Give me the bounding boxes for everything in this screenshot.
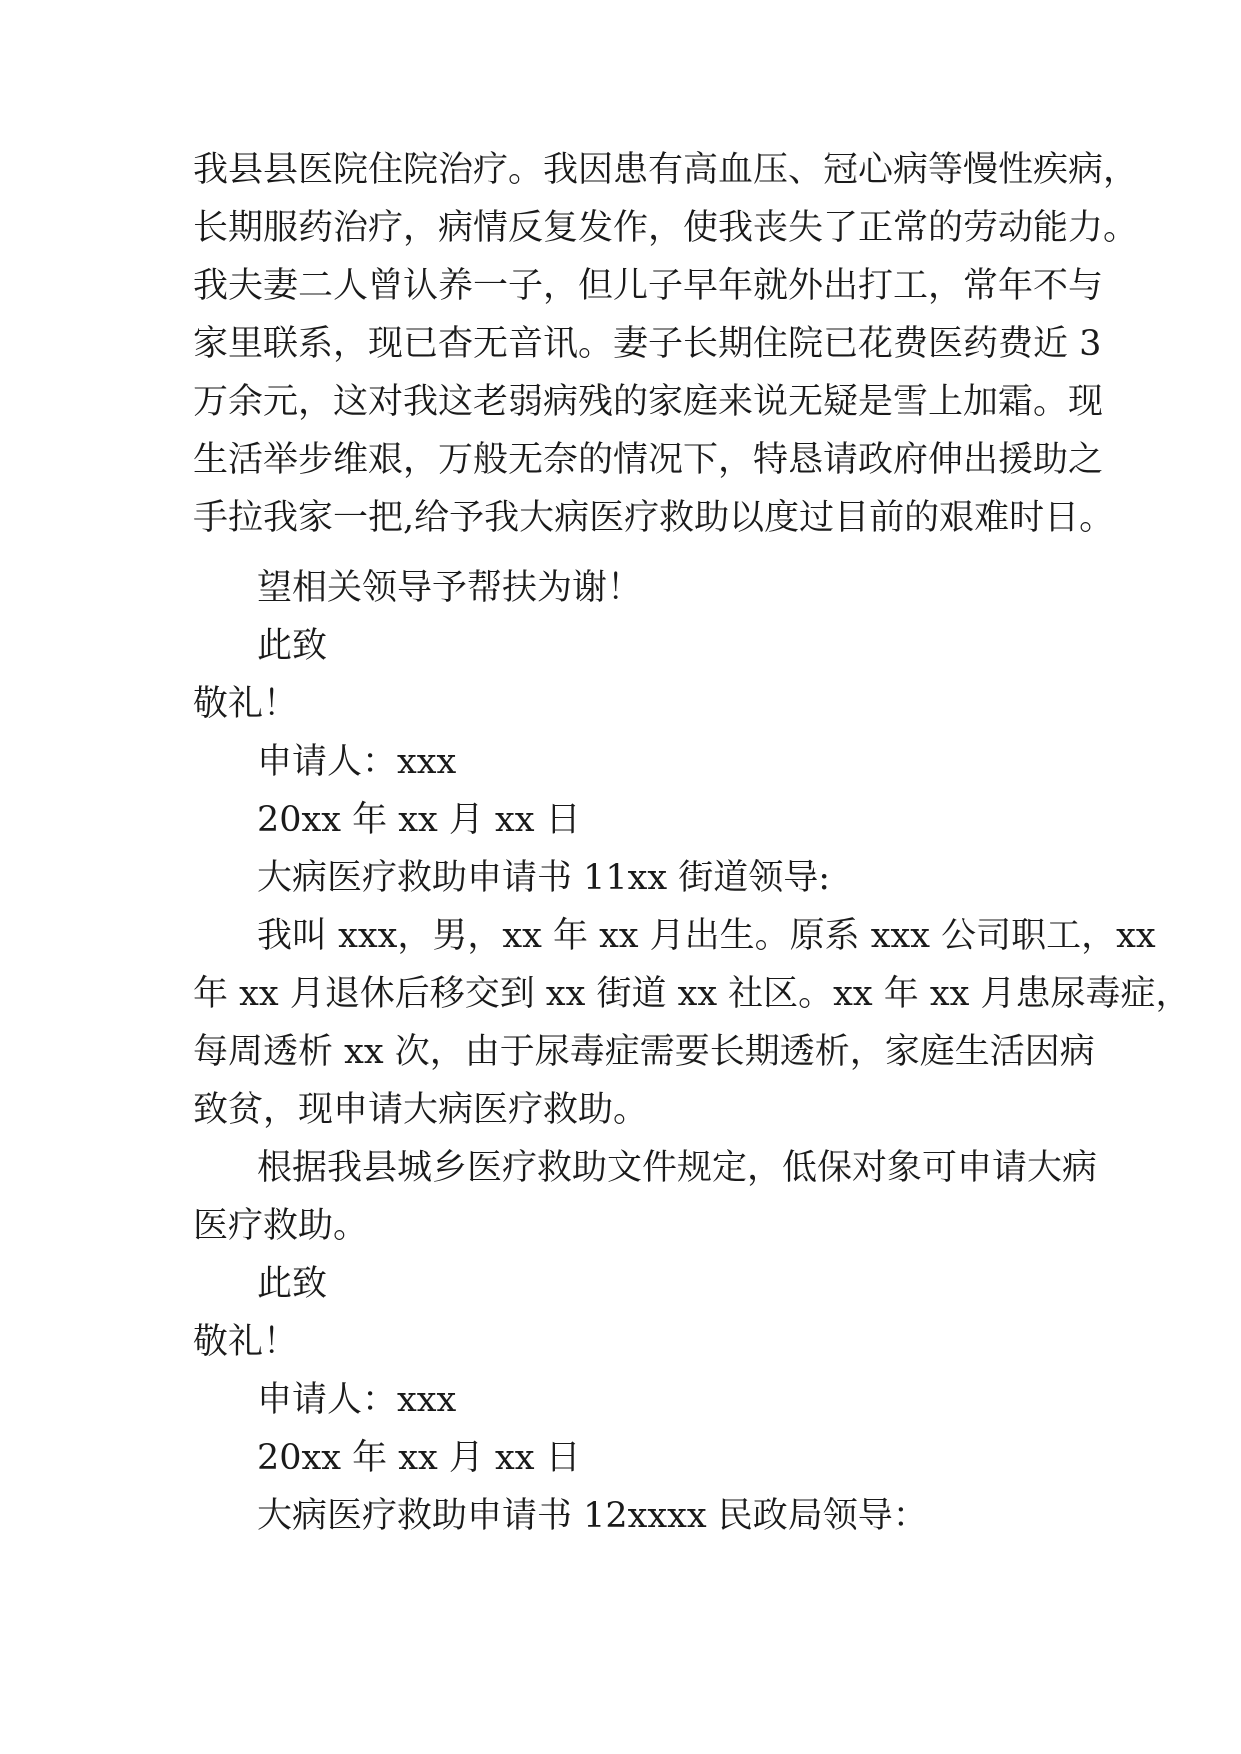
salutation-jingli: 敬礼！: [193, 1322, 299, 1362]
paragraph-line: 医疗救助。: [193, 1206, 369, 1246]
date-line: 20xx 年 xx 月 xx 日: [257, 1438, 581, 1478]
date-line: 20xx 年 xx 月 xx 日: [257, 800, 581, 840]
paragraph-line: 家里联系，现已杳无音讯。妻子长期住院已花费医药费近 3: [193, 324, 1102, 364]
paragraph-line: 手拉我家一把,给予我大病医疗救助以度过目前的艰难时日。: [193, 498, 1115, 538]
closing-thanks: 望相关领导予帮扶为谢！: [257, 568, 643, 608]
applicant-signature: 申请人：xxx: [257, 1380, 457, 1420]
paragraph-line: 长期服药治疗，病情反复发作，使我丧失了正常的劳动能力。: [193, 208, 1139, 248]
paragraph-line: 每周透析 xx 次，由于尿毒症需要长期透析，家庭生活因病: [193, 1032, 1095, 1072]
paragraph-line: 我夫妻二人曾认养一子，但儿子早年就外出打工，常年不与: [193, 266, 1104, 306]
paragraph-line: 万余元，这对我这老弱病残的家庭来说无疑是雪上加霜。现: [193, 382, 1104, 422]
paragraph-line: 生活举步维艰，万般无奈的情况下，特恳请政府伸出援助之: [193, 440, 1104, 480]
paragraph-line: 年 xx 月退休后移交到 xx 街道 xx 社区。xx 年 xx 月患尿毒症，: [193, 974, 1191, 1014]
salutation-jingli: 敬礼！: [193, 684, 299, 724]
letter-heading: 大病医疗救助申请书 11xx 街道领导:: [257, 858, 831, 898]
letter-heading: 大病医疗救助申请书 12xxxx 民政局领导：: [257, 1496, 928, 1536]
applicant-signature: 申请人：xxx: [257, 742, 457, 782]
paragraph-line: 我叫 xxx，男，xx 年 xx 月出生。原系 xxx 公司职工，xx: [257, 916, 1156, 956]
paragraph-line: 我县县医院住院治疗。我因患有高血压、冠心病等慢性疾病，: [193, 150, 1139, 190]
salutation-cizhi: 此致: [257, 1264, 328, 1304]
salutation-cizhi: 此致: [257, 626, 328, 666]
paragraph-line: 致贫，现申请大病医疗救助。: [193, 1090, 649, 1130]
paragraph-line: 根据我县城乡医疗救助文件规定，低保对象可申请大病: [257, 1148, 1098, 1188]
